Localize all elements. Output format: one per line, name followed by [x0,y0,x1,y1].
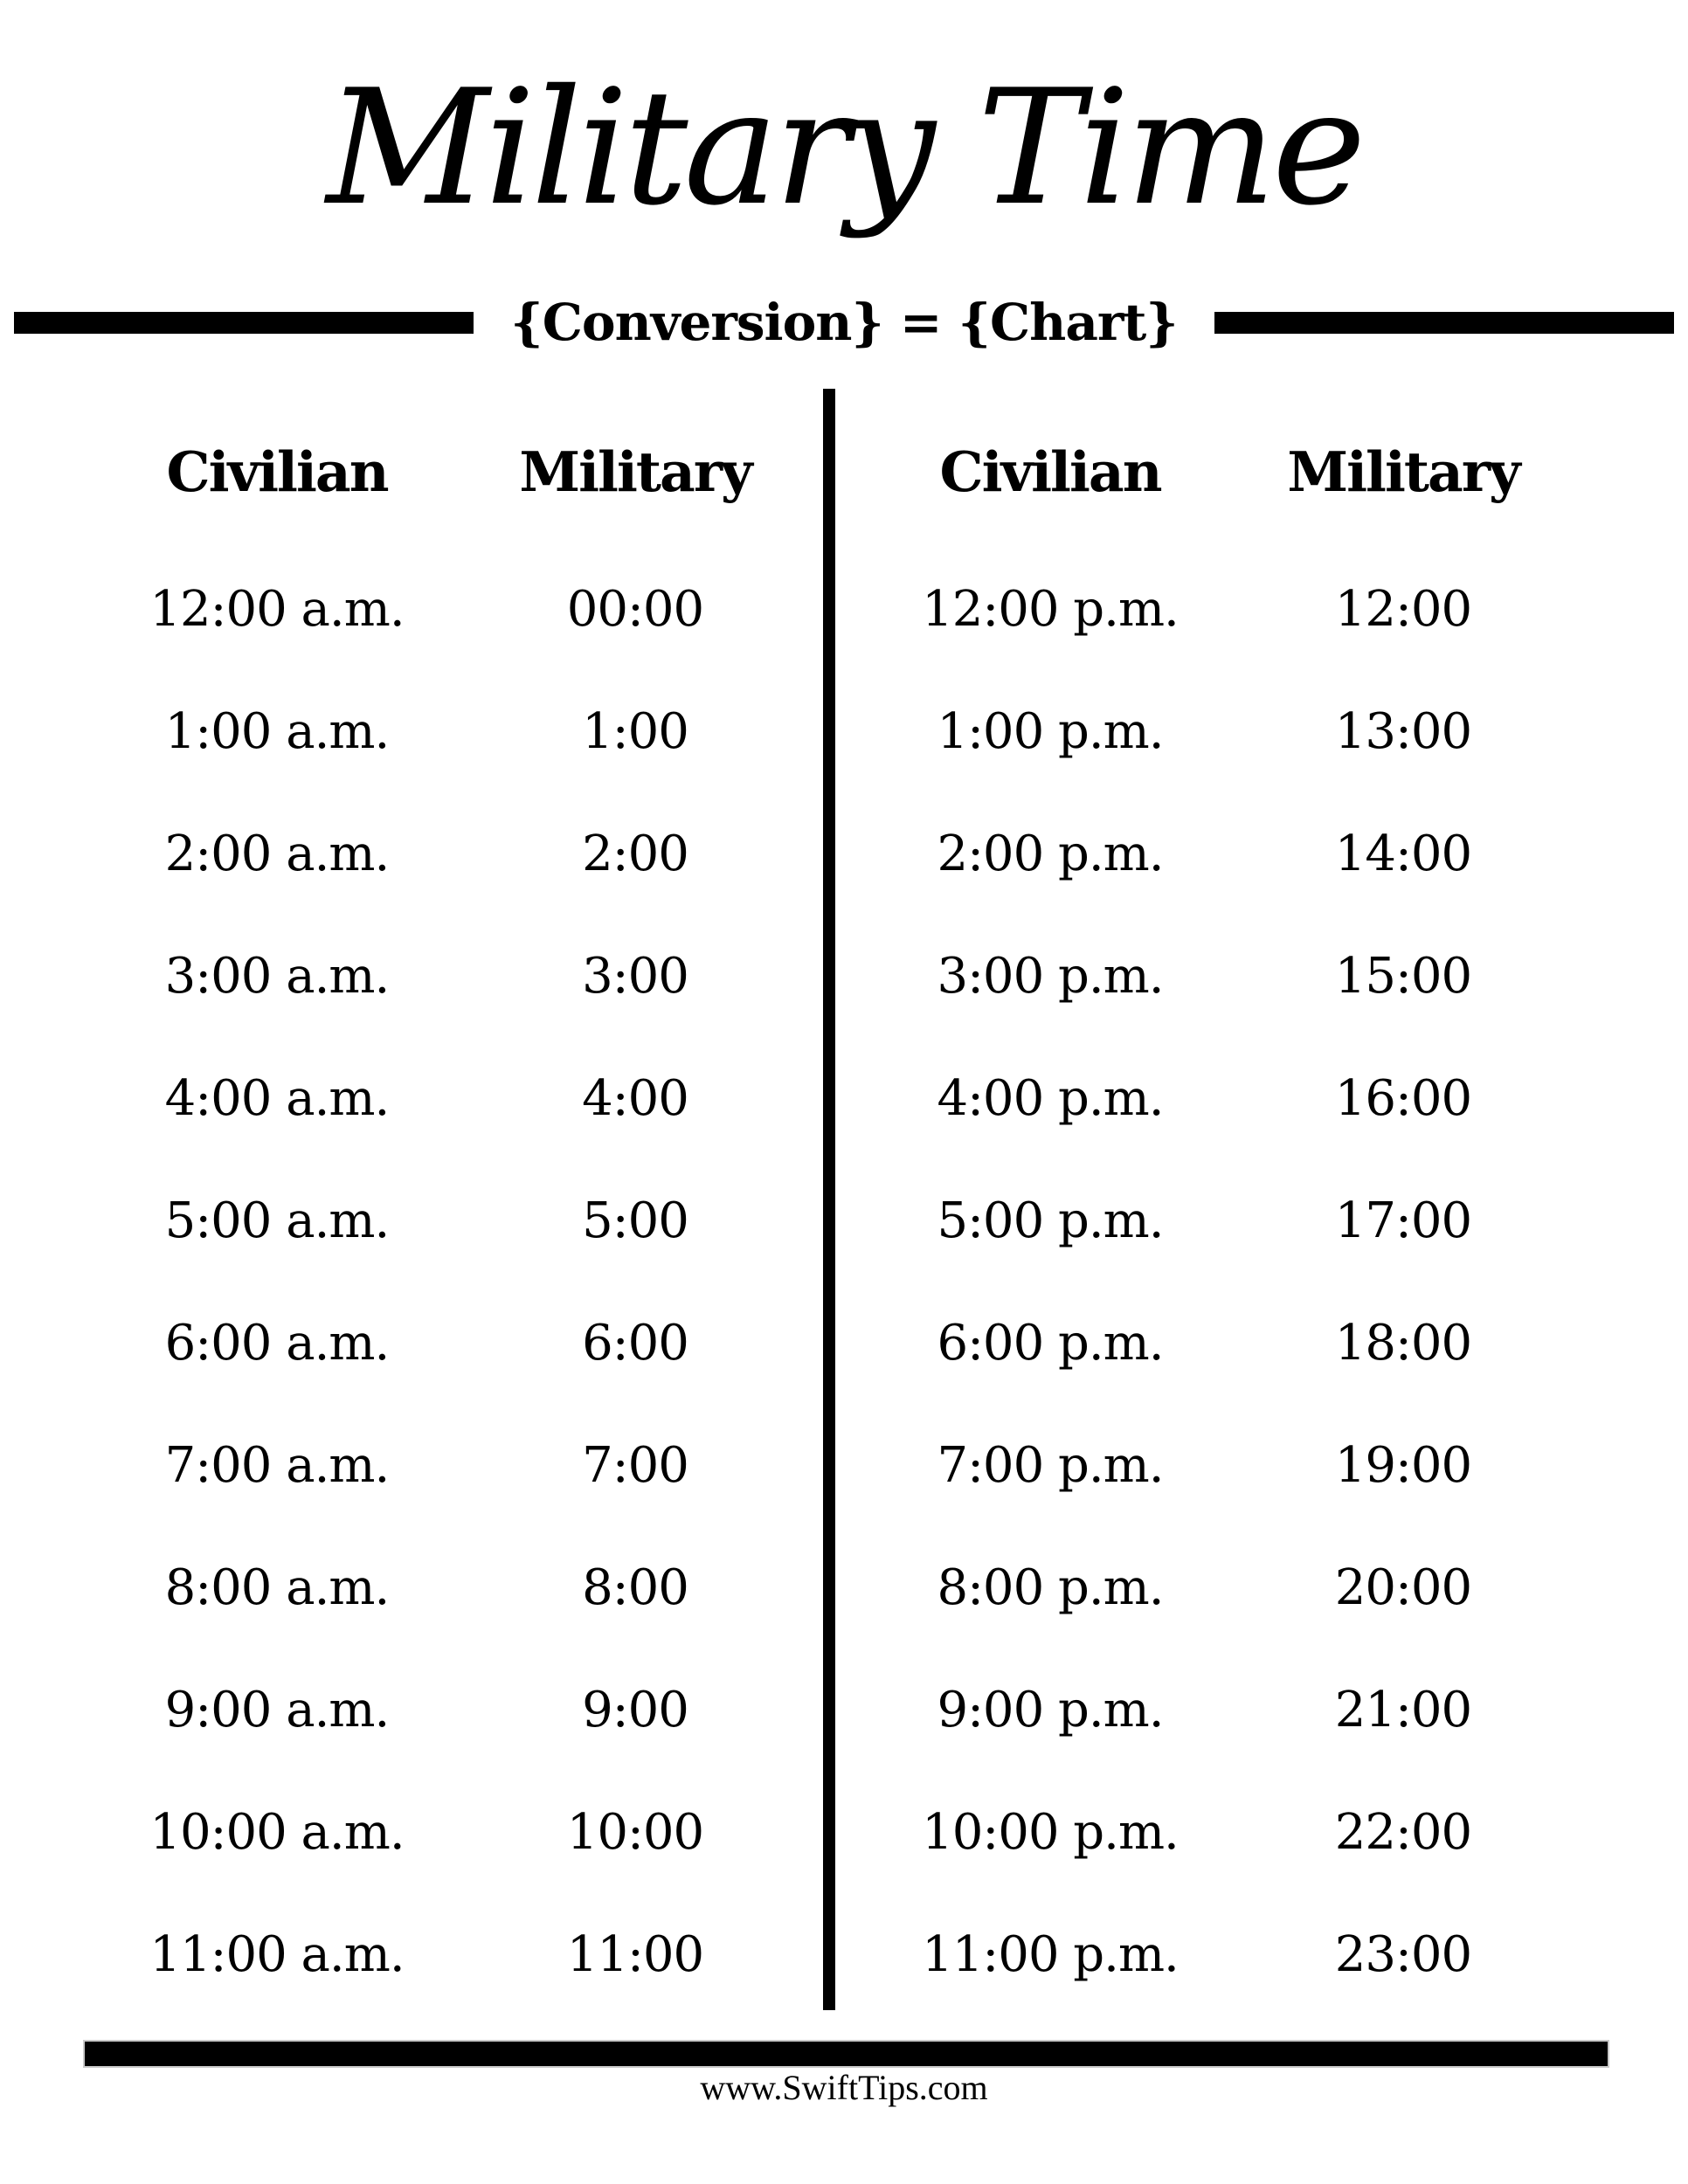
civilian-time-value: 8:00 a.m. [164,1559,390,1616]
table-row [98,548,814,670]
military-time-value: 18:00 [1334,1314,1472,1372]
military-time-value: 8:00 [582,1559,688,1616]
table-row [98,1404,814,1526]
table-row [874,1648,1580,1771]
civilian-time-value: 1:00 p.m. [937,702,1164,760]
table-row [98,1893,814,2015]
page-title: Military Time [326,55,1362,240]
civilian-time-value: 1:00 a.m. [164,702,390,760]
table-row [98,1037,814,1159]
subtitle-band [0,287,1688,358]
military-time-value: 16:00 [1334,1069,1472,1127]
military-time-value: 10:00 [566,1803,704,1861]
civilian-time-value: 7:00 p.m. [937,1436,1164,1494]
military-time-value: 13:00 [1334,702,1472,760]
civilian-time-value: 12:00 a.m. [149,580,405,638]
table-header-row [98,437,814,507]
table-row [98,1771,814,1893]
table-row [98,915,814,1037]
military-time-value: 15:00 [1334,947,1472,1005]
table-row [98,1159,814,1282]
military-time-value: 4:00 [582,1069,688,1127]
military-time-value: 14:00 [1334,825,1472,882]
military-time-value: 3:00 [582,947,688,1005]
military-time-value: 6:00 [582,1314,688,1372]
am-conversion-table [98,437,814,2015]
table-row [874,1282,1580,1404]
military-time-value: 5:00 [582,1192,688,1249]
military-time-value: 7:00 [582,1436,688,1494]
military-time-value: 23:00 [1334,1925,1472,1983]
civilian-time-value: 4:00 a.m. [164,1069,390,1127]
civilian-time-value: 8:00 p.m. [937,1559,1164,1616]
military-column-header: Military [1287,439,1519,504]
civilian-time-value: 9:00 a.m. [164,1681,390,1738]
table-row [874,1037,1580,1159]
table-row [874,915,1580,1037]
civilian-time-value: 3:00 a.m. [164,947,390,1005]
military-time-value: 11:00 [566,1925,704,1983]
military-time-value: 1:00 [582,702,688,760]
military-time-value: 12:00 [1334,580,1472,638]
military-time-value: 21:00 [1334,1681,1472,1738]
military-time-value: 19:00 [1334,1436,1472,1494]
civilian-time-value: 11:00 a.m. [149,1925,405,1983]
table-row [874,1893,1580,2015]
civilian-time-value: 3:00 p.m. [937,947,1164,1005]
pm-conversion-table [874,437,1580,2015]
table-row [98,1282,814,1404]
civilian-time-value: 10:00 a.m. [149,1803,405,1861]
civilian-column-header: Civilian [166,439,388,504]
civilian-column-header: Civilian [939,439,1161,504]
civilian-time-value: 6:00 p.m. [937,1314,1164,1372]
civilian-time-value: 4:00 p.m. [937,1069,1164,1127]
center-divider-rule [823,389,835,2010]
civilian-time-value: 6:00 a.m. [164,1314,390,1372]
table-row [98,1526,814,1648]
civilian-time-value: 10:00 p.m. [922,1803,1179,1861]
civilian-time-value: 7:00 a.m. [164,1436,390,1494]
footer-website: www.SwiftTips.com [700,2068,988,2107]
table-row [874,1771,1580,1893]
civilian-time-value: 12:00 p.m. [922,580,1179,638]
civilian-time-value: 5:00 a.m. [164,1192,390,1249]
page-subtitle: {Conversion} = {Chart} [510,293,1178,352]
table-row [874,548,1580,670]
table-row [874,1404,1580,1526]
military-time-value: 20:00 [1334,1559,1472,1616]
table-row [98,1648,814,1771]
table-row [98,792,814,915]
civilian-time-value: 11:00 p.m. [922,1925,1179,1983]
military-time-value: 2:00 [582,825,688,882]
military-time-value: 9:00 [582,1681,688,1738]
civilian-time-value: 2:00 p.m. [937,825,1164,882]
military-time-value: 17:00 [1334,1192,1472,1249]
civilian-time-value: 9:00 p.m. [937,1681,1164,1738]
footer-bar [85,2042,1608,2066]
table-row [874,792,1580,915]
table-row [874,670,1580,792]
table-row [98,670,814,792]
table-header-row [874,437,1580,507]
military-column-header: Military [519,439,751,504]
subtitle-right-bar [1214,312,1674,334]
table-row [874,1159,1580,1282]
military-time-value: 22:00 [1334,1803,1472,1861]
civilian-time-value: 2:00 a.m. [164,825,390,882]
table-row [874,1526,1580,1648]
military-time-value: 00:00 [566,580,704,638]
subtitle-left-bar [14,312,474,334]
civilian-time-value: 5:00 p.m. [937,1192,1164,1249]
